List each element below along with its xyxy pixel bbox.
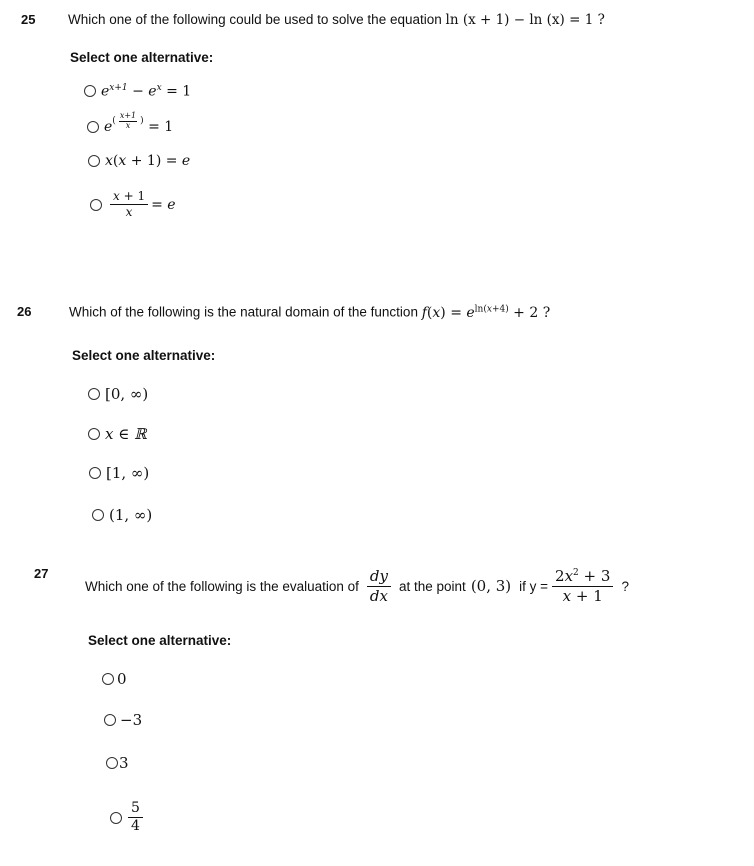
q26-option-2-label: x ∈ ℝ (105, 425, 147, 443)
q25-option-4[interactable] (90, 190, 176, 219)
radio-button[interactable] (90, 199, 102, 211)
q25-option-2-label: e $^{( \frac{x+1}{x} )}$ = 1 (104, 111, 174, 136)
q26-option-3[interactable] (89, 464, 149, 482)
question-text-27-if: if y = (519, 578, 549, 594)
derivative-fraction: $\frac{dy}{dx}$ (367, 568, 391, 604)
question-27-point: (0, 3) (470, 577, 512, 595)
radio-button[interactable] (88, 155, 100, 167)
q27-option-1[interactable] (102, 670, 127, 688)
radio-button[interactable] (89, 467, 101, 479)
question-text-26 (69, 304, 550, 321)
q26-option-3-label: [1, ∞) (106, 464, 150, 482)
question-text-27-middle: at the point (399, 578, 466, 594)
select-label-26: Select one alternative: (72, 348, 216, 363)
radio-button[interactable] (110, 812, 122, 824)
q26-option-4-label: (1, ∞) (109, 506, 153, 524)
question-number-25: 25 (21, 12, 36, 27)
question-text-25 (68, 12, 605, 28)
question-text-27-prefix: Which one of the following is the evaluation of (85, 578, 359, 594)
q25-option-4-label: $\frac{x + 1}{x}$ = e (107, 190, 176, 219)
question-text-27 (85, 568, 629, 604)
radio-button[interactable] (104, 714, 116, 726)
radio-button[interactable] (88, 388, 100, 400)
radio-button[interactable] (102, 673, 114, 685)
radio-button[interactable] (88, 428, 100, 440)
radio-button[interactable] (87, 121, 99, 133)
q26-option-2[interactable] (88, 425, 147, 443)
question-text-25-prefix: Which one of the following could be used to solve the equation (68, 12, 442, 27)
radio-button[interactable] (92, 509, 104, 521)
q27-option-2-label: −3 (120, 711, 143, 729)
q25-option-3-label: x(x + 1) = e (105, 153, 191, 169)
function-fraction: $\frac{2x^2 + 3}{x + 1}$ (552, 568, 613, 604)
question-number-26: 26 (17, 304, 32, 319)
radio-button[interactable] (84, 85, 96, 97)
q26-option-1[interactable] (88, 385, 148, 403)
q25-option-1-label: $e^{x+1} - e^x = 1$ (101, 83, 192, 100)
question-number-27: 27 (34, 566, 49, 581)
q25-option-3[interactable] (88, 153, 190, 169)
q27-option-3-label: 3 (119, 754, 129, 772)
q27-option-4[interactable] (110, 801, 146, 835)
q25-option-1[interactable] (84, 83, 191, 100)
select-label-27: Select one alternative: (88, 633, 232, 648)
q27-option-4-label: $\frac{5}{4}$ (128, 801, 143, 835)
question-26-function: $f(x) = e^{ln(x+4)} + 2$ ? (421, 304, 551, 321)
select-label-25: Select one alternative: (70, 50, 214, 65)
q26-option-4[interactable] (92, 506, 152, 524)
question-25-equation: ln (x + 1) − ln (x) = 1 ? (445, 12, 605, 28)
radio-button[interactable] (106, 757, 118, 769)
q27-option-2[interactable] (104, 711, 142, 729)
q25-option-2[interactable] (87, 111, 174, 137)
q27-option-3[interactable] (106, 754, 129, 772)
question-text-27-end: ? (621, 578, 629, 594)
q27-option-1-label: 0 (117, 670, 127, 688)
q26-option-1-label: [0, ∞) (105, 385, 149, 403)
question-text-26-prefix: Which of the following is the natural domain of the function (69, 304, 418, 320)
